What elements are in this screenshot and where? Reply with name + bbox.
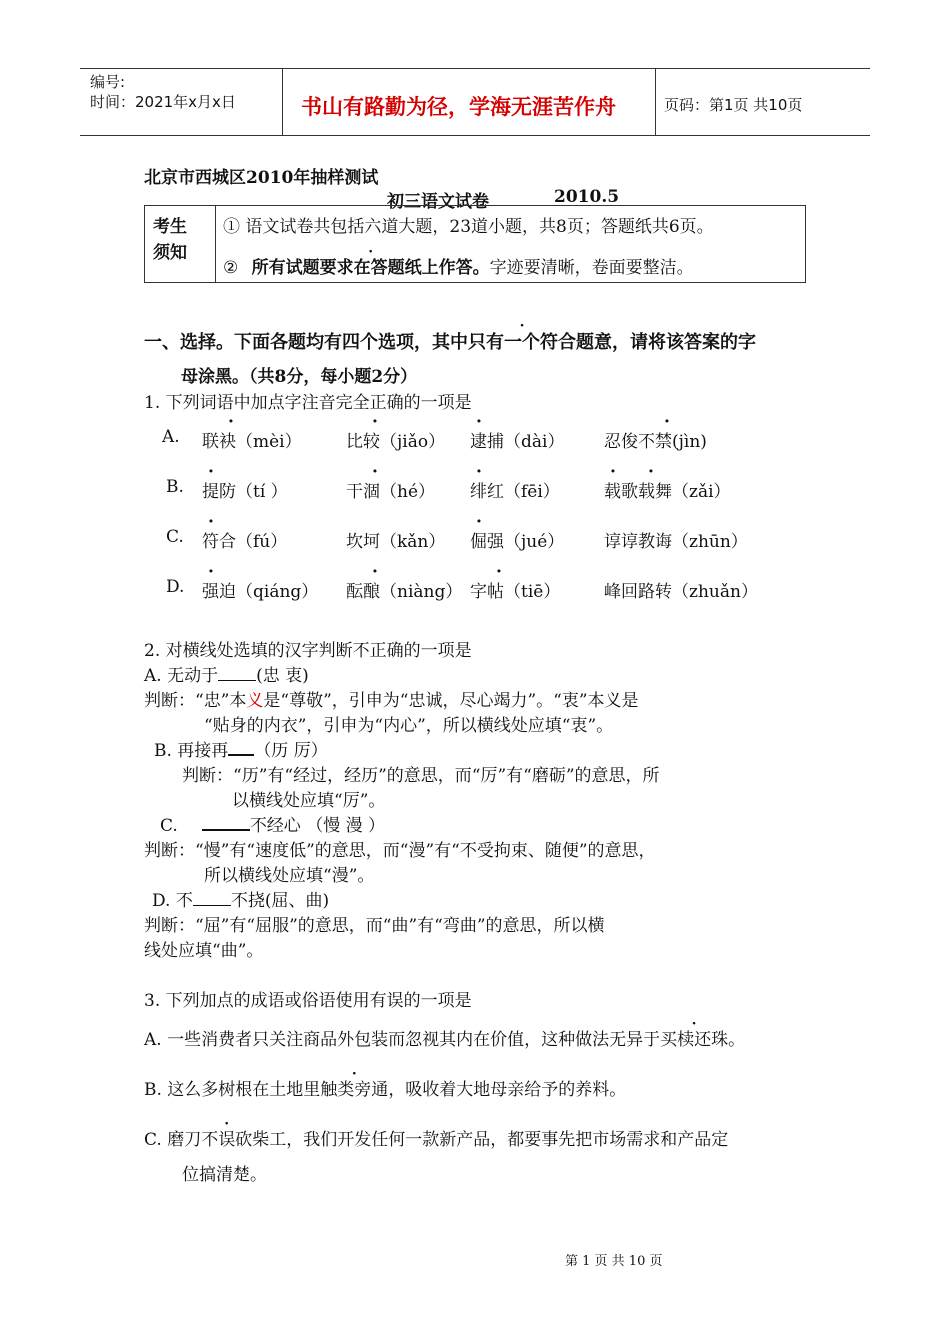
q1-word: 联袂（mèi） [202, 432, 302, 452]
q2-judge-b-line2: 以横线处应填“厉”。 [232, 791, 386, 811]
q2-item-d-pre: D. 不 [152, 891, 193, 911]
emphasis-dot: · [476, 462, 482, 482]
q1-word: 倔强（jué） [470, 532, 565, 552]
notice-divider [215, 206, 216, 282]
q1-option-letter: D. [166, 577, 185, 597]
q1-word: 提防（tí ） [202, 482, 288, 502]
q3-option-a-pre: A. 一些消费者只关注商品外包装而忽视其内在价值，这种做法无异于 [144, 1030, 661, 1050]
q3-option-c [144, 1125, 728, 1150]
q3-option-a-idiom: 买椟还珠 [660, 1030, 729, 1050]
q3-stem: 3. 下列加点的成语或俗语使用有误的一项是 [144, 991, 472, 1011]
q1-word: 峰回路转（zhuǎn） [604, 582, 758, 602]
header-divider-left [282, 68, 283, 136]
q1-option-letter: C. [166, 527, 184, 547]
emphasis-dot: · [208, 562, 214, 582]
notice-item-2-number: ② [223, 258, 239, 278]
answer-blank [228, 740, 254, 756]
emphasis-dot: · [208, 462, 214, 482]
q1-word: 符合（fú） [202, 532, 288, 552]
exam-title: 北京市西城区2010年抽样测试 [144, 168, 379, 188]
q1-word: 载歌载舞（zǎi） [604, 482, 731, 502]
q2-item-c [160, 811, 385, 836]
q2-item-c-post: 不经心 （慢 漫 ） [249, 816, 386, 836]
notice-item-2-emphasis: · 所有试题要求在答题纸上作答。 [252, 258, 490, 278]
q2-judge-b-line1: 判断：“历”有“经过，经历”的意思，而“厉”有“磨砺”的意思，所 [182, 766, 660, 786]
q2-item-a-post: (忠 衷) [256, 666, 309, 686]
q1-word: 坎坷（kǎn） [346, 532, 446, 552]
section-1-heading-line1 [144, 328, 756, 354]
q2-judge-d-line1: 判断：“屈”有“屈服”的意思，而“曲”有“弯曲”的意思，所以横 [144, 916, 605, 936]
q3-option-a [144, 1025, 745, 1050]
notice-label-line1: 考生 [153, 217, 187, 237]
notice-item-2 [223, 253, 694, 278]
page-footer: 第 1 页 共 10 页 [565, 1254, 663, 1269]
notice-table [144, 205, 806, 283]
q2-item-d-post: 不挠(屈、曲) [230, 891, 330, 911]
q3-option-b-pre: B. 这么多树根在土地里 [144, 1080, 321, 1100]
q3-option-a-post: 。 [728, 1030, 746, 1050]
q2-judge-d-line2: 线处应填“曲”。 [144, 941, 264, 961]
q3-option-b-idiom: 触类旁通 [320, 1080, 389, 1100]
q1-stem: 1. 下列词语中加点字注音完全正确的一项是 [144, 393, 472, 413]
q2-item-a [144, 661, 309, 686]
q2-item-c-pre: C. [160, 816, 178, 836]
q1-word: 强迫（qiáng） [202, 582, 319, 602]
header-number-label: 编号: [90, 73, 126, 91]
q2-judge-c-line1: 判断：“慢”有“速度低”的意思，而“漫”有“不受拘束、随便”的意思， [144, 841, 656, 861]
q2-item-b-pre: B. 再接再 [154, 741, 229, 761]
section-1-text-a: 一、选择。下面各题均有四个选项，其中只有 [144, 332, 504, 353]
q1-word: 忍俊不禁(jìn) [604, 432, 707, 452]
q1-word: 谆谆教诲（zhūn） [604, 532, 748, 552]
answer-blank [218, 666, 256, 681]
answer-blank [193, 891, 231, 906]
q2-stem: 2. 对横线处选填的汉字判断不正确的一项是 [144, 641, 472, 661]
emphasis-dot: · [496, 562, 502, 582]
emphasis-dot: · [372, 462, 378, 482]
emphasis-dot: · [476, 512, 482, 532]
answer-blank [202, 815, 250, 831]
q2-judge-c-line2: 所以横线处应填“漫”。 [204, 866, 375, 886]
q2-judge-a-text: 判断：“忠”本 [144, 691, 247, 711]
notice-item-2-rest: 字迹要清晰，卷面要整洁。 [489, 258, 694, 278]
exam-subtitle: 初三语文试卷 [387, 192, 489, 212]
header-divider-right [655, 68, 656, 136]
q3-option-c-idiom: · 磨刀不误砍柴工 [167, 1130, 286, 1150]
q2-item-b-post: （历 厉） [254, 741, 328, 761]
emphasis-dot: · [228, 412, 234, 432]
q3-option-c-pre: C. [144, 1130, 168, 1150]
q1-option-letter: A. [162, 427, 180, 447]
emphasis-dot: · [476, 412, 482, 432]
q2-item-a-pre: A. 无动于 [144, 666, 219, 686]
section-1-emphasis: 一个 [504, 332, 540, 353]
q1-word: 逮捕（dài） [470, 432, 565, 452]
q1-word: 比较（jiǎo） [346, 432, 446, 452]
q3-option-b [144, 1075, 626, 1100]
header-page-label: 页码：第1页 共10页 [664, 96, 803, 114]
emphasis-dot: · [648, 462, 654, 482]
header-motto: 书山有路勤为径，学海无涯苦作舟 [301, 95, 616, 119]
q2-item-d [152, 886, 329, 911]
notice-item-1: ① 语文试卷共包括六道大题，23道小题，共8页；答题纸共6页。 [223, 217, 714, 237]
q2-judge-a-text-b: 是“尊敬”，引申为“忠诚，尽心竭力”。“衷”本义是 [263, 691, 639, 711]
emphasis-dot: · [664, 412, 670, 432]
notice-label-line2: 须知 [153, 243, 187, 263]
q1-word: 酝酿（niàng） [346, 582, 463, 602]
q3-option-c-line2: 位搞清楚。 [182, 1165, 267, 1185]
q3-option-b-post: ，吸收着大地母亲给予的养料。 [388, 1080, 627, 1100]
q1-option-letter: B. [166, 477, 184, 497]
q1-word: 干涸（hé） [346, 482, 436, 502]
q2-judge-a-red: 义 [246, 691, 264, 711]
q2-item-b [154, 736, 328, 761]
header-bottom-rule [80, 135, 870, 136]
emphasis-dot: · [208, 512, 214, 532]
q2-judge-a-line2: “贴身的内衣”，引申为“内心”，所以横线处应填“衷”。 [204, 716, 614, 736]
emphasis-dot: · [372, 562, 378, 582]
header-top-rule [80, 68, 870, 69]
q2-judge-a-line1 [144, 686, 639, 711]
q3-option-c-post: ，我们开发任何一款新产品，都要事先把市场需求和产品定 [286, 1130, 729, 1150]
q1-word: 字帖（tiē） [470, 582, 561, 602]
section-1-text-b: 符合题意，请将该答案的字 [540, 332, 756, 353]
q1-word: 绯红（fēi） [470, 482, 560, 502]
section-1-heading-line2: 母涂黑。（共8分，每小题2分） [181, 367, 418, 387]
exam-date: 2010.5 [554, 187, 620, 207]
header-time-label: 时间：2021年x月x日 [90, 93, 236, 111]
emphasis-dot: · [372, 412, 378, 432]
emphasis-dot: · [610, 462, 616, 482]
